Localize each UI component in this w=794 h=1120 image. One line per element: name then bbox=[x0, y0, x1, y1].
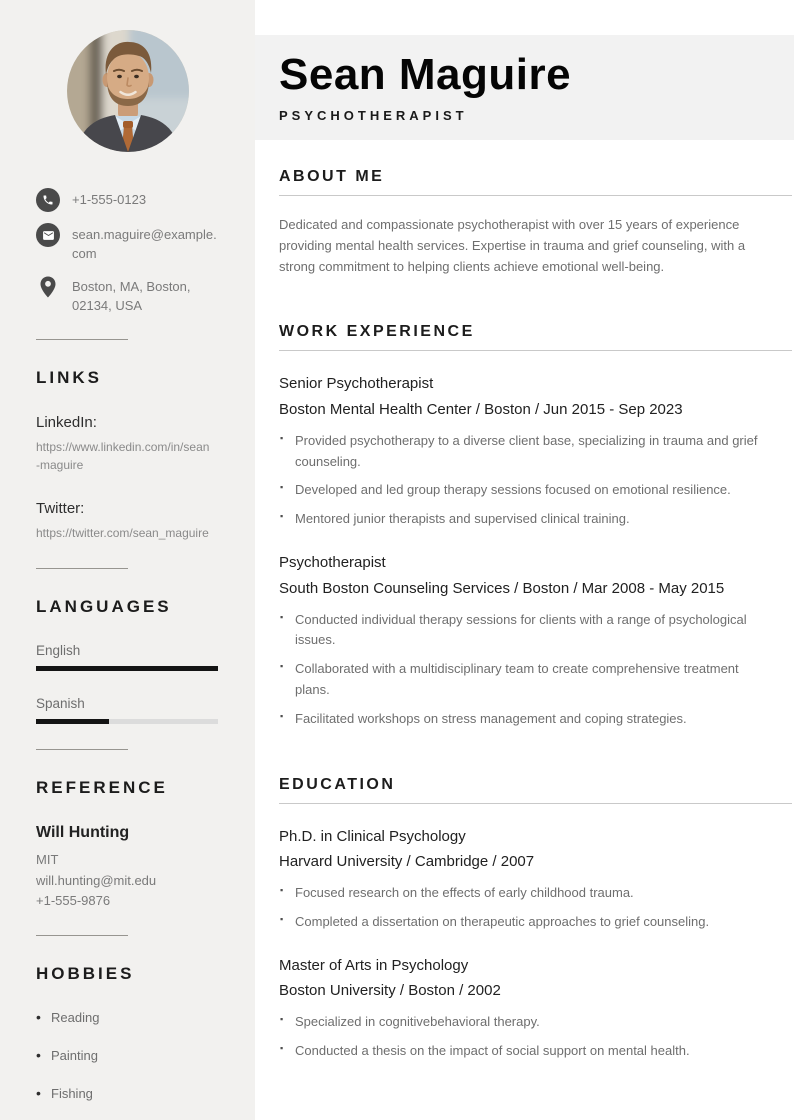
portrait-illustration bbox=[67, 30, 189, 152]
contact-section bbox=[36, 188, 219, 315]
education-heading: EDUCATION bbox=[279, 776, 792, 804]
linkedin-url[interactable]: https://www.linkedin.com/in/sean-maguire bbox=[36, 440, 210, 473]
contact-address bbox=[36, 275, 219, 316]
hobby-item: • Reading bbox=[36, 1010, 219, 1025]
link-item-linkedin bbox=[36, 414, 219, 474]
links-section bbox=[36, 368, 219, 542]
profile-photo bbox=[67, 30, 189, 152]
job-meta: South Boston Counseling Services / Boston / Mar 2008 - May 2015 bbox=[279, 579, 725, 597]
reference-heading: REFERENCE bbox=[36, 778, 168, 798]
sidebar-divider bbox=[36, 568, 128, 569]
twitter-url[interactable]: https://twitter.com/sean_maguire bbox=[36, 526, 209, 541]
language-level-fill bbox=[36, 666, 218, 671]
sidebar bbox=[0, 0, 255, 1120]
job-title: Psychotherapist bbox=[279, 554, 386, 572]
education-bullet: ▪ Specialized in cognitivebehavioral therapy. bbox=[279, 1012, 766, 1033]
job-bullet: ▪ Provided psychotherapy to a diverse client base, specializing in trauma and grief counseling. bbox=[279, 431, 766, 473]
reference-email: will.hunting@mit.edu bbox=[36, 872, 157, 888]
language-name: Spanish bbox=[36, 696, 85, 712]
languages-section bbox=[36, 597, 219, 724]
job-bullet: ▪ Facilitated workshops on stress management and coping strategies. bbox=[279, 709, 766, 730]
work-heading: WORK EXPERIENCE bbox=[279, 323, 792, 351]
job-entry bbox=[279, 552, 792, 729]
job-bullets bbox=[279, 610, 766, 730]
person-name: Sean Maguire bbox=[279, 50, 572, 99]
reference-phone: +1-555-9876 bbox=[36, 892, 111, 908]
contact-email bbox=[36, 223, 219, 264]
header-band bbox=[255, 35, 794, 140]
education-bullet: ▪ Conducted a thesis on the impact of social support on mental health. bbox=[279, 1041, 766, 1062]
education-bullets bbox=[279, 883, 766, 933]
hobbies-heading: HOBBIES bbox=[36, 963, 135, 983]
language-english bbox=[36, 643, 219, 671]
language-level-fill bbox=[36, 719, 109, 724]
job-title: Senior Psychotherapist bbox=[279, 375, 434, 393]
degree-title: Master of Arts in Psychology bbox=[279, 956, 469, 974]
links-heading: LINKS bbox=[36, 368, 102, 388]
location-pin-icon bbox=[36, 275, 60, 299]
hobbies-list bbox=[36, 1010, 219, 1101]
hobby-item: • Fishing bbox=[36, 1086, 219, 1101]
languages-heading: LANGUAGES bbox=[36, 597, 172, 617]
reference-section bbox=[36, 778, 219, 910]
linkedin-label: LinkedIn: bbox=[36, 414, 97, 432]
language-name: English bbox=[36, 643, 81, 659]
contact-phone bbox=[36, 188, 219, 212]
about-section bbox=[279, 168, 792, 277]
degree-meta: Boston University / Boston / 2002 bbox=[279, 982, 501, 1000]
about-heading: ABOUT ME bbox=[279, 168, 792, 196]
reference-name: Will Hunting bbox=[36, 824, 130, 842]
twitter-label: Twitter: bbox=[36, 500, 85, 518]
sidebar-divider bbox=[36, 749, 128, 750]
education-bullet: ▪ Focused research on the effects of early childhood trauma. bbox=[279, 883, 766, 904]
about-text: Dedicated and compassionate psychotherapist with over 15 years of experience providing mental health services. Expertise in trauma and grief counseling, with a strong commitment to helping clients achieve emotional well-being. bbox=[279, 217, 746, 274]
person-title: PSYCHOTHERAPIST bbox=[279, 108, 468, 124]
education-section bbox=[279, 776, 792, 1062]
job-meta: Boston Mental Health Center / Boston / Jun 2015 - Sep 2023 bbox=[279, 401, 683, 419]
reference-organization: MIT bbox=[36, 852, 59, 868]
sidebar-divider bbox=[36, 935, 128, 936]
education-bullet: ▪ Completed a dissertation on therapeutic approaches to grief counseling. bbox=[279, 912, 766, 933]
sidebar-divider bbox=[36, 339, 128, 340]
job-entry bbox=[279, 373, 792, 530]
work-experience-section bbox=[279, 323, 792, 729]
job-bullet: ▪ Conducted individual therapy sessions for clients with a range of psychological issues. bbox=[279, 610, 766, 652]
education-bullets bbox=[279, 1012, 766, 1062]
main-content bbox=[255, 0, 794, 1070]
language-level-bar bbox=[36, 666, 218, 671]
job-bullet: ▪ Mentored junior therapists and supervised clinical training. bbox=[279, 509, 766, 530]
phone-value: +1-555-0123 bbox=[72, 192, 147, 207]
degree-title: Ph.D. in Clinical Psychology bbox=[279, 827, 466, 845]
phone-icon bbox=[36, 188, 60, 212]
degree-meta: Harvard University / Cambridge / 2007 bbox=[279, 853, 535, 871]
job-bullet: ▪ Developed and led group therapy sessions focused on emotional resilience. bbox=[279, 480, 766, 501]
email-value: sean.maguire@example.com bbox=[72, 227, 217, 261]
hobbies-section bbox=[36, 964, 219, 1101]
envelope-icon bbox=[36, 223, 60, 247]
link-item-twitter bbox=[36, 500, 219, 542]
education-entry bbox=[279, 955, 792, 1062]
language-spanish bbox=[36, 696, 219, 724]
education-entry bbox=[279, 826, 792, 933]
language-level-bar bbox=[36, 719, 218, 724]
hobby-item: • Painting bbox=[36, 1048, 219, 1063]
address-value: Boston, MA, Boston, 02134, USA bbox=[72, 278, 191, 313]
job-bullet: ▪ Collaborated with a multidisciplinary team to create comprehensive treatment plans. bbox=[279, 659, 766, 701]
job-bullets bbox=[279, 431, 766, 530]
